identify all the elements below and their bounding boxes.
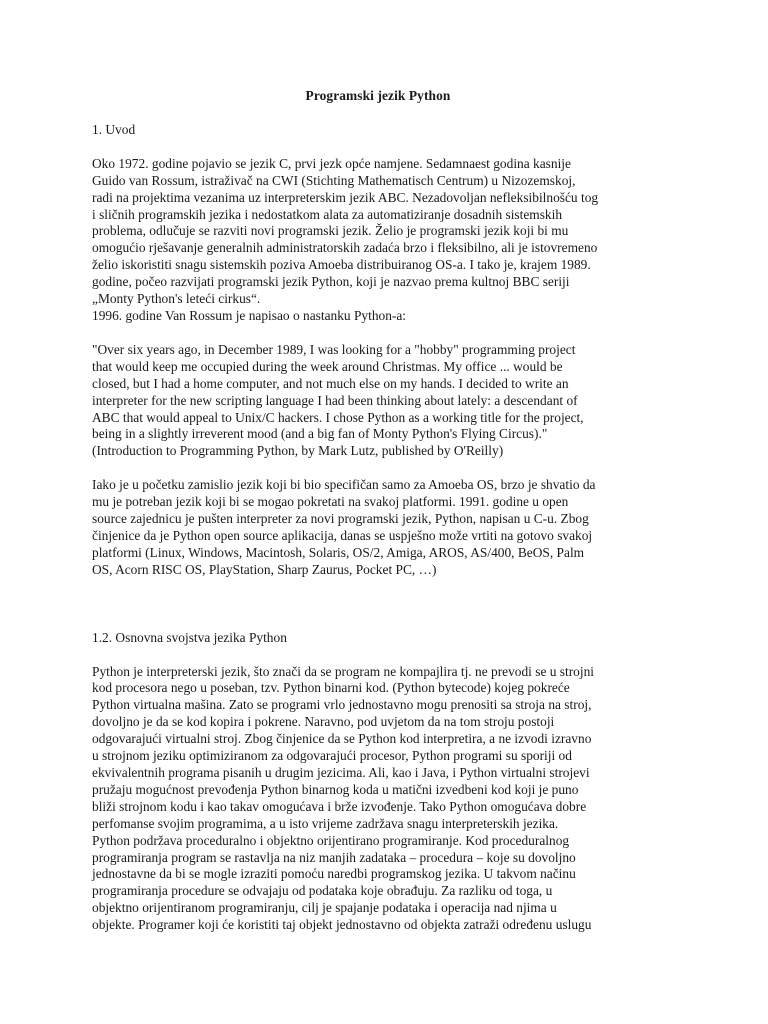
paragraph-intro	[92, 156, 664, 325]
text-line: bliži strojnom kodu i kao takav omogućava i brže izvođenje. Tako Python omogućava dobre	[92, 798, 587, 814]
text-line: dovoljno je da se kod kopira i pokrene. Naravno, pod uvjetom da na tom stroju postoji	[92, 714, 555, 730]
text-line: radi na projektima vezanima uz interpreterskim jezik ABC. Nezadovoljan nefleksibilnošću tog	[92, 189, 599, 205]
text-line: 1996. godine Van Rossum je napisao o nastanku Python-a:	[92, 307, 407, 323]
text-line: objektno orijentiranom programiranju, cilj je spajanje podataka i operacija nad njima u	[92, 900, 557, 916]
text-line: that would keep me occupied during the week around Christmas. My office ... would be	[92, 358, 563, 374]
text-line: platformi (Linux, Windows, Macintosh, Solaris, OS/2, Amiga, AROS, AS/400, BeOS, Palm	[92, 544, 585, 560]
text-line: OS, Acorn RISC OS, PlayStation, Sharp Zaurus, Pocket PC, …)	[92, 561, 437, 577]
text-line: jednostavne da bi se mogle izraziti pomoću naredbi programskog jezika. U takvom načinu	[92, 866, 576, 882]
text-line: being in a slightly irreverent mood (and a big fan of Monty Python's Flying Circus)."	[92, 426, 548, 442]
document-title: Programski jezik Python	[305, 88, 451, 103]
text-line: ABC that would appeal to Unix/C hackers. I chose Python as a working title for the project,	[92, 409, 584, 425]
text-line: Python je interpreterski jezik, što znači da se program ne kompajlira tj. ne prevodi se u strojni	[92, 663, 595, 679]
quote-van-rossum	[92, 342, 664, 460]
text-line: (Introduction to Programming Python, by Mark Lutz, published by O'Reilly)	[92, 443, 504, 459]
document-page	[92, 88, 664, 951]
text-line: mu je potreban jezik koji bi se mogao pokretati na svakoj platformi. 1991. godine u open	[92, 494, 569, 510]
text-line: Oko 1972. godine pojavio se jezik C, prvi jezk opće namjene. Sedamnaest godina kasnije	[92, 155, 571, 171]
paragraph-properties	[92, 664, 664, 935]
text-line: programiranja program se rastavlja na niz manjih zadataka – procedura – koje su dovoljno	[92, 849, 576, 865]
text-line: Python podržava proceduralno i objektno orijentirano programiranje. Kod proceduralnog	[92, 832, 570, 848]
text-line: Iako je u početku zamislio jezik koji bi bio specifičan samo za Amoeba OS, brzo je shvatio da	[92, 477, 596, 493]
text-line: Python virtualna mašina. Zato se programi vrlo jednostavno mogu prenositi sa stroja na stroj,	[92, 697, 592, 713]
text-line: u strojnom jeziku optimiziranom za odgovarajući procesor, Python programi su sporiji od	[92, 748, 572, 764]
text-line: činjenice da je Python open source aplikacija, danas se uspješno može vrtiti na gotovo svakoj	[92, 527, 593, 543]
text-line: perfomanse svojim programima, a u isto vrijeme zadržava snagu interpreterskih jezika.	[92, 815, 559, 831]
text-line: ekvivalentnih programa pisanih u drugim jezicima. Ali, kao i Java, i Python virtualni strojevi	[92, 765, 590, 780]
text-line: programiranja procedure se odvajaju od podataka koje obrađuju. Za razliku od toga, u	[92, 883, 553, 899]
text-line: kod procesora nego u poseban, tzv. Python binarni kod. (Python bytecode) kojeg pokreće	[92, 680, 570, 696]
section-heading-uvod: 1. Uvod	[92, 121, 136, 137]
text-line: Guido van Rossum, istraživač na CWI (Stichting Mathematisch Centrum) u Nizozemskoj,	[92, 172, 576, 188]
text-line: problema, odlučuje se razviti novi programski jezik. Želio je programski jezik koji bi mu	[92, 223, 569, 239]
text-line: objekte. Programer koji će koristiti taj objekt jednostavno od objekta zatraži određenu uslugu	[92, 917, 592, 933]
text-line: omogućio rješavanje generalnih administratorskih zadaća brzo i fleksibilno, ali je istovremeno	[92, 240, 598, 256]
text-line: closed, but I had a home computer, and not much else on my hands. I decided to write an	[92, 375, 569, 391]
text-line: "Over six years ago, in December 1989, I was looking for a "hobby" programming project	[92, 341, 576, 357]
text-line: odgovarajući virtualni stroj. Zbog činjenice da se Python kod interpretira, a ne izvodi izravno	[92, 731, 592, 747]
section-heading-svojstva: 1.2. Osnovna svojstva jezika Python	[92, 629, 287, 645]
text-line: „Monty Python's leteći cirkus“.	[92, 291, 261, 307]
text-line: interpreter for the new scripting language I had been thinking about lately: a descendant of	[92, 392, 578, 408]
paragraph-amoeba	[92, 477, 664, 578]
text-line: source zajednicu je pušten interpreter za novi programski jezik, Python, napisan u C-u. Zbog	[92, 511, 589, 527]
text-line: i sličnih programskih jezika i nedostatkom alata za automatiziranje dosadnih sistemskih	[92, 206, 563, 222]
text-line: pružaju mogućnost prevođenja Python binarnog koda u matični izvedbeni kod koji je puno	[92, 781, 579, 797]
blank-space	[92, 596, 664, 630]
text-line: godine, počeo razvijati programski jezik Python, koji je nazvao prema kultnoj BBC seriji	[92, 274, 570, 290]
text-line: želio iskoristiti snagu sistemskih poziva Amoeba distribuiranog OS-a. I tako je, krajem 1989.	[92, 257, 591, 273]
